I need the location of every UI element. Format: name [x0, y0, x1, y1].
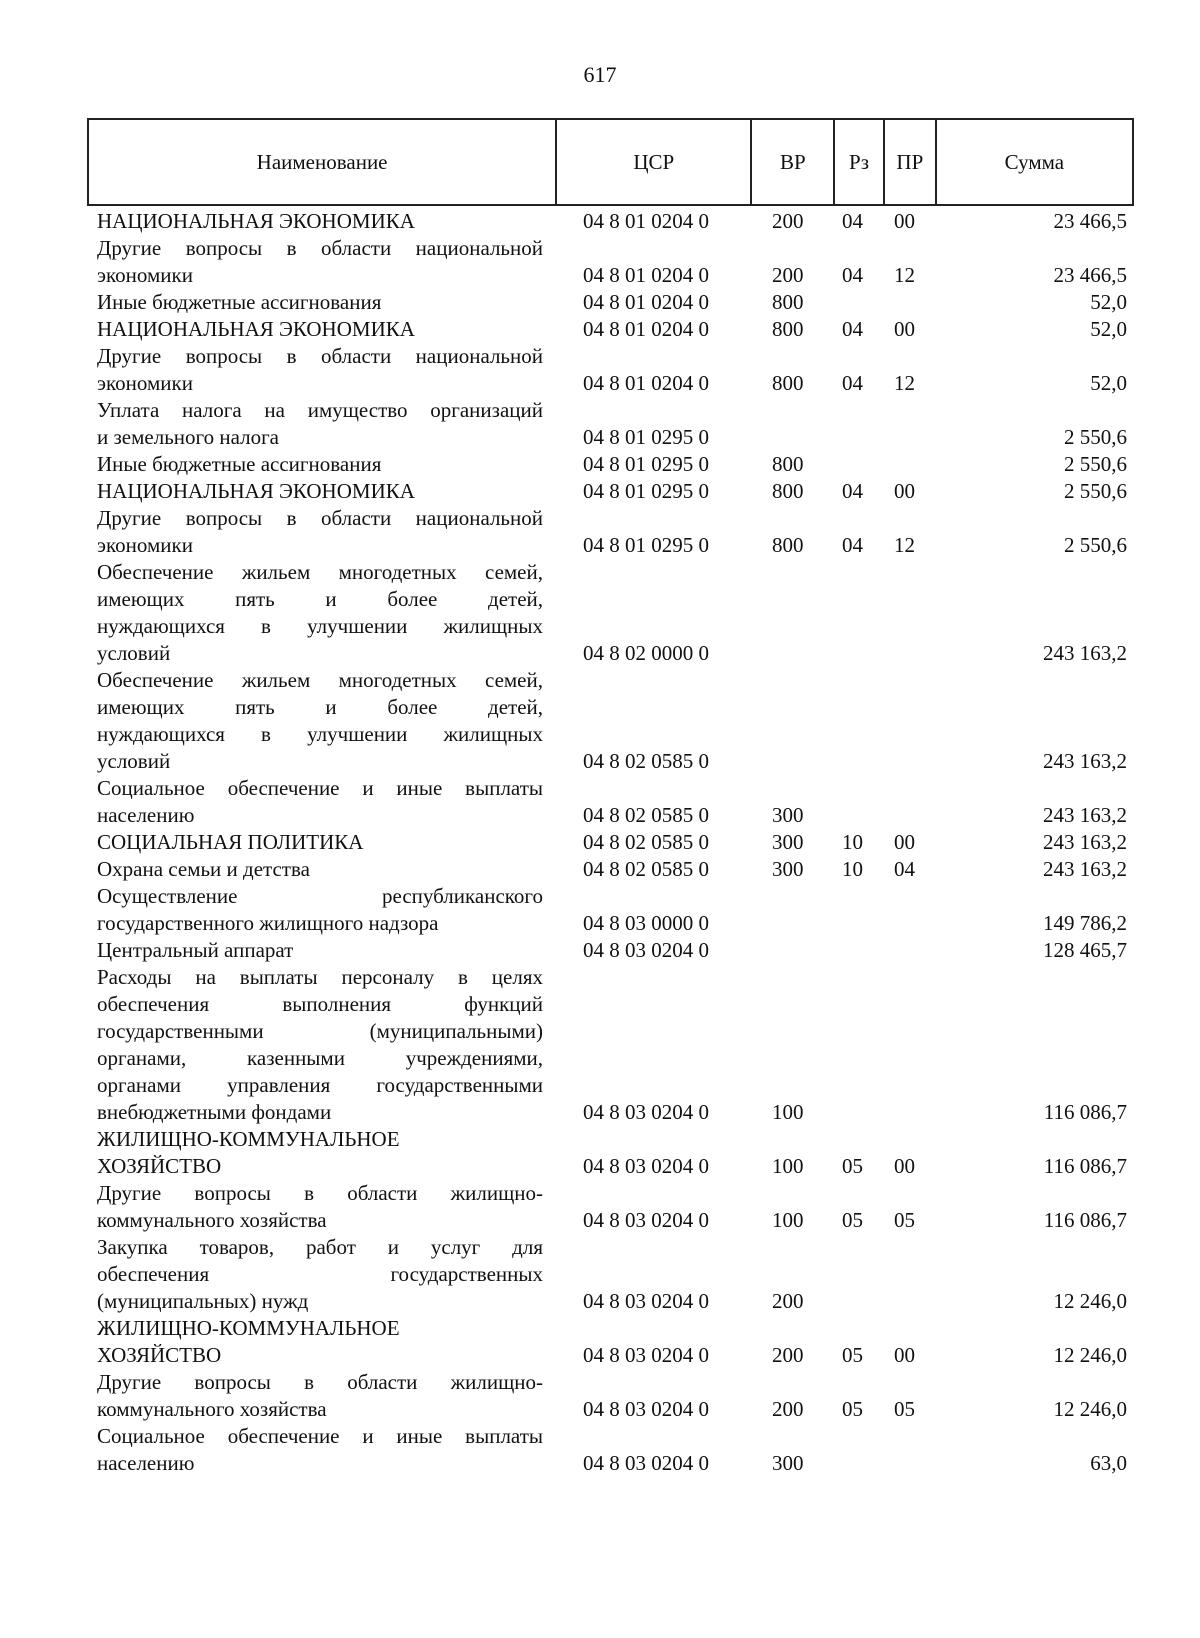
table-row [97, 208, 1127, 235]
row-vr: 300 [772, 830, 804, 854]
row-name-line: имеющих пять и более детей, [97, 587, 543, 611]
table-row [97, 289, 1127, 316]
row-name-line: государственными (муниципальными) [97, 1019, 543, 1043]
table-row [97, 397, 1127, 451]
table-row [97, 451, 1127, 478]
row-name [97, 1315, 543, 1369]
row-rz: 04 [842, 371, 863, 395]
row-name-line: Социальное обеспечение и иные выплаты [97, 1424, 543, 1448]
table-row [97, 883, 1127, 937]
row-name-line: ХОЗЯЙСТВО [97, 1343, 222, 1367]
row-csr: 04 8 03 0204 0 [583, 1289, 709, 1313]
table-row [97, 1369, 1127, 1423]
row-name [97, 1369, 543, 1423]
row-csr: 04 8 03 0204 0 [583, 1397, 709, 1421]
row-csr: 04 8 01 0204 0 [583, 371, 709, 395]
row-name-line: Обеспечение жильем многодетных семей, [97, 668, 543, 692]
row-rz: 04 [842, 209, 863, 233]
row-name-line: ЖИЛИЩНО-КОММУНАЛЬНОЕ [97, 1127, 400, 1151]
row-csr: 04 8 02 0000 0 [583, 641, 709, 665]
row-rz: 05 [842, 1154, 863, 1178]
row-name-line: Социальное обеспечение и иные выплаты [97, 776, 543, 800]
row-sum: 243 163,2 [1043, 749, 1127, 773]
row-name [97, 559, 543, 667]
row-name [97, 451, 543, 478]
row-rz: 04 [842, 317, 863, 341]
row-csr: 04 8 03 0204 0 [583, 1451, 709, 1475]
row-sum: 116 086,7 [1043, 1100, 1127, 1124]
row-name-line: НАЦИОНАЛЬНАЯ ЭКОНОМИКА [97, 209, 415, 233]
table-row [97, 1234, 1127, 1315]
row-sum: 2 550,6 [1064, 479, 1127, 503]
row-csr: 04 8 03 0204 0 [583, 1208, 709, 1232]
row-csr: 04 8 01 0204 0 [583, 263, 709, 287]
row-name [97, 1180, 543, 1234]
row-csr: 04 8 01 0295 0 [583, 533, 709, 557]
row-pr: 00 [894, 830, 915, 854]
row-name-line: государственного жилищного надзора [97, 911, 439, 935]
row-name-line: имеющих пять и более детей, [97, 695, 543, 719]
table-row [97, 316, 1127, 343]
table-row [97, 829, 1127, 856]
row-vr: 300 [772, 803, 804, 827]
row-pr: 00 [894, 479, 915, 503]
header-sum: Сумма [1004, 149, 1065, 174]
row-csr: 04 8 02 0585 0 [583, 857, 709, 881]
row-sum: 243 163,2 [1043, 857, 1127, 881]
row-vr: 200 [772, 209, 804, 233]
row-name-line: условий [97, 749, 171, 773]
row-name-line: Иные бюджетные ассигнования [97, 452, 382, 476]
table-row [97, 856, 1127, 883]
row-name [97, 397, 543, 451]
row-csr: 04 8 01 0295 0 [583, 479, 709, 503]
row-name-line: Обеспечение жильем многодетных семей, [97, 560, 543, 584]
row-rz: 10 [842, 830, 863, 854]
row-name-line: и земельного налога [97, 425, 280, 449]
row-pr: 00 [894, 209, 915, 233]
row-rz: 10 [842, 857, 863, 881]
row-name-line: НАЦИОНАЛЬНАЯ ЭКОНОМИКА [97, 479, 415, 503]
row-name-line: внебюджетными фондами [97, 1100, 332, 1124]
row-name-line: экономики [97, 371, 193, 395]
row-vr: 200 [772, 1397, 804, 1421]
row-sum: 63,0 [1090, 1451, 1127, 1475]
row-sum: 149 786,2 [1043, 911, 1127, 935]
table-row [97, 1126, 1127, 1180]
row-name-line: Охрана семьи и детства [97, 857, 310, 881]
row-pr: 04 [894, 857, 915, 881]
header-name: Наименование [89, 120, 557, 204]
row-csr: 04 8 01 0204 0 [583, 209, 709, 233]
row-vr: 800 [772, 452, 804, 476]
row-name-line: Закупка товаров, работ и услуг для [97, 1235, 543, 1259]
row-name-line: Другие вопросы в области жилищно- [97, 1370, 543, 1394]
row-name-line: экономики [97, 533, 193, 557]
row-pr: 00 [894, 1154, 915, 1178]
row-sum: 243 163,2 [1043, 641, 1127, 665]
row-vr: 800 [772, 533, 804, 557]
row-rz: 05 [842, 1397, 863, 1421]
header-rz: Рз [835, 120, 885, 204]
row-name-line: коммунального хозяйства [97, 1397, 327, 1421]
row-sum: 12 246,0 [1053, 1343, 1127, 1367]
table-row [97, 559, 1127, 667]
row-sum: 52,0 [1090, 317, 1127, 341]
row-rz: 05 [842, 1343, 863, 1367]
row-name-line: Другие вопросы в области национальной [97, 236, 543, 260]
row-name-line: НАЦИОНАЛЬНАЯ ЭКОНОМИКА [97, 317, 415, 341]
row-name-line: Другие вопросы в области жилищно- [97, 1181, 543, 1205]
row-csr: 04 8 01 0204 0 [583, 290, 709, 314]
row-vr: 100 [772, 1208, 804, 1232]
table-row [97, 343, 1127, 397]
row-vr: 800 [772, 317, 804, 341]
row-name-line: нуждающихся в улучшении жилищных [97, 614, 543, 638]
page-number: 617 [583, 62, 617, 87]
row-vr: 200 [772, 263, 804, 287]
row-name-line: обеспечения выполнения функций [97, 992, 543, 1016]
row-vr: 200 [772, 1289, 804, 1313]
row-sum: 116 086,7 [1043, 1208, 1127, 1232]
row-pr: 12 [894, 533, 915, 557]
row-sum: 12 246,0 [1053, 1397, 1127, 1421]
row-name [97, 343, 543, 397]
row-name-line: (муниципальных) нужд [97, 1289, 309, 1313]
row-name-line: условий [97, 641, 171, 665]
row-pr: 12 [894, 371, 915, 395]
row-name [97, 235, 543, 289]
row-name-line: Осуществление республиканского [97, 884, 543, 908]
row-name [97, 964, 543, 1126]
row-name [97, 667, 543, 775]
table-row [97, 478, 1127, 505]
row-pr: 05 [894, 1397, 915, 1421]
row-name-line: ХОЗЯЙСТВО [97, 1154, 222, 1178]
table-row [97, 667, 1127, 775]
row-name-line: населению [97, 803, 195, 827]
row-sum: 12 246,0 [1053, 1289, 1127, 1313]
row-csr: 04 8 01 0204 0 [583, 317, 709, 341]
header-pr: ПР [885, 120, 937, 204]
row-name-line: обеспечения государственных [97, 1262, 543, 1286]
row-sum: 2 550,6 [1064, 452, 1127, 476]
row-name [97, 829, 543, 856]
row-name [97, 208, 543, 235]
row-vr: 800 [772, 479, 804, 503]
table-row [97, 235, 1127, 289]
row-name [97, 478, 543, 505]
table-row [97, 937, 1127, 964]
row-csr: 04 8 02 0585 0 [583, 749, 709, 773]
row-sum: 23 466,5 [1053, 263, 1127, 287]
row-pr: 05 [894, 1208, 915, 1232]
row-sum: 52,0 [1090, 371, 1127, 395]
row-rz: 04 [842, 263, 863, 287]
row-csr: 04 8 01 0295 0 [583, 425, 709, 449]
row-rz: 05 [842, 1208, 863, 1232]
row-name [97, 856, 543, 883]
row-sum: 2 550,6 [1064, 425, 1127, 449]
row-name-line: нуждающихся в улучшении жилищных [97, 722, 543, 746]
row-vr: 100 [772, 1154, 804, 1178]
row-name [97, 289, 543, 316]
row-pr: 00 [894, 317, 915, 341]
row-sum: 2 550,6 [1064, 533, 1127, 557]
row-name-line: ЖИЛИЩНО-КОММУНАЛЬНОЕ [97, 1316, 400, 1340]
row-vr: 300 [772, 857, 804, 881]
row-name [97, 1423, 543, 1477]
table-row [97, 1315, 1127, 1369]
row-name [97, 775, 543, 829]
row-rz: 04 [842, 479, 863, 503]
row-csr: 04 8 02 0585 0 [583, 830, 709, 854]
row-csr: 04 8 03 0204 0 [583, 938, 709, 962]
row-csr: 04 8 03 0204 0 [583, 1100, 709, 1124]
row-sum: 243 163,2 [1043, 803, 1127, 827]
row-vr: 800 [772, 290, 804, 314]
table-body [97, 208, 1127, 1477]
row-name [97, 316, 543, 343]
table-row [97, 1180, 1127, 1234]
table-row [97, 775, 1127, 829]
row-name-line: населению [97, 1451, 195, 1475]
row-name-line: органами управления государственными [97, 1073, 543, 1097]
row-pr: 00 [894, 1343, 915, 1367]
row-name-line: Другие вопросы в области национальной [97, 506, 543, 530]
header-csr: ЦСР [557, 120, 752, 204]
row-name [97, 937, 543, 964]
row-name [97, 505, 543, 559]
row-sum: 23 466,5 [1053, 209, 1127, 233]
row-csr: 04 8 01 0295 0 [583, 452, 709, 476]
row-sum: 116 086,7 [1043, 1154, 1127, 1178]
row-vr: 100 [772, 1100, 804, 1124]
row-name-line: экономики [97, 263, 193, 287]
row-vr: 300 [772, 1451, 804, 1475]
row-name [97, 1234, 543, 1315]
row-name-line: Иные бюджетные ассигнования [97, 290, 382, 314]
row-csr: 04 8 02 0585 0 [583, 803, 709, 827]
row-pr: 12 [894, 263, 915, 287]
row-csr: 04 8 03 0204 0 [583, 1343, 709, 1367]
row-name-line: Уплата налога на имущество организаций [97, 398, 543, 422]
row-name-line: Центральный аппарат [97, 938, 294, 962]
row-name-line: Расходы на выплаты персоналу в целях [97, 965, 543, 989]
row-csr: 04 8 03 0204 0 [583, 1154, 709, 1178]
row-name-line: коммунального хозяйства [97, 1208, 327, 1232]
table-row [97, 505, 1127, 559]
row-sum: 128 465,7 [1043, 938, 1127, 962]
table-row [97, 1423, 1127, 1477]
row-name-line: органами, казенными учреждениями, [97, 1046, 543, 1070]
row-name [97, 1126, 543, 1180]
row-rz: 04 [842, 533, 863, 557]
table-row [97, 964, 1127, 1126]
table-header [87, 118, 1134, 206]
row-vr: 200 [772, 1343, 804, 1367]
row-name [97, 883, 543, 937]
row-name-line: Другие вопросы в области национальной [97, 344, 543, 368]
row-sum: 243 163,2 [1043, 830, 1127, 854]
row-csr: 04 8 03 0000 0 [583, 911, 709, 935]
row-sum: 52,0 [1090, 290, 1127, 314]
row-vr: 800 [772, 371, 804, 395]
row-name-line: СОЦИАЛЬНАЯ ПОЛИТИКА [97, 830, 364, 854]
header-vr: ВР [752, 120, 835, 204]
